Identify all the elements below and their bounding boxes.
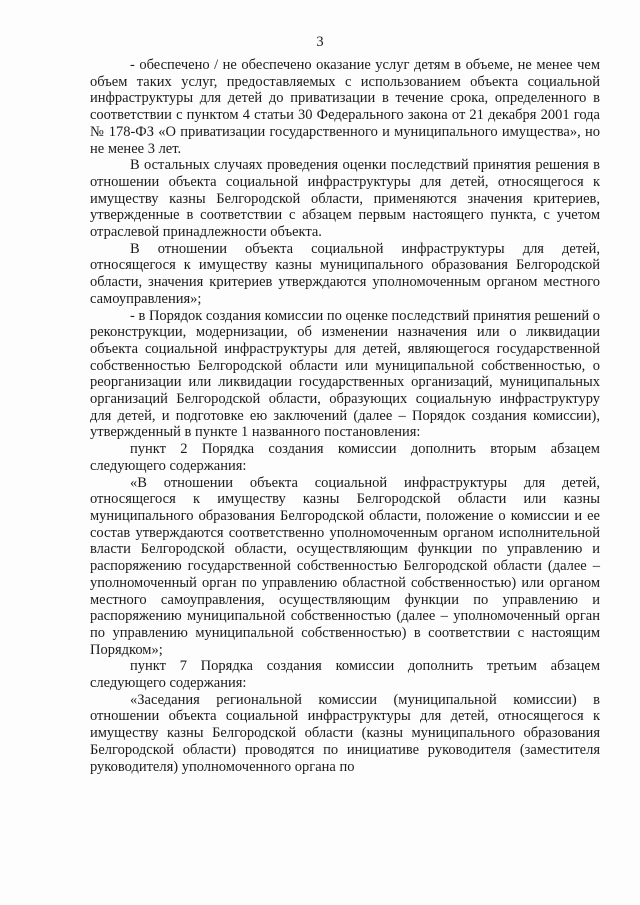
page-number: 3 bbox=[316, 34, 324, 50]
paragraph: пункт 2 Порядка создания комиссии дополнить вторым абзацем следующего содержания: bbox=[90, 441, 600, 474]
paragraph: - в Порядок создания комиссии по оценке последствий принятия решений о реконструкции, модернизации, об изменении назначения или о ликвидации объекта социальной инфраструктуры для детей, являющегося государственной собственностью Белгородской области или муниципальной собственностью, о реорганизации или ликвидации государственных организаций, муниципальных организаций Белгородской области, образующих социальную инфраструктуру для детей, и подготовке ею заключений (далее – Порядок создания комиссии), утвержденный в пункте 1 названного постановления: bbox=[90, 307, 600, 441]
paragraph: «В отношении объекта социальной инфраструктуры для детей, относящегося к имуществу казны Белгородской области или казны муниципального образования Белгородской области, положение о комиссии и ее состав утверждаются соответственно уполномоченным органом исполнительной власти Белгородской области, осуществляющим функции по управлению и распоряжению государственной собственностью Белгородской области (далее – уполномоченный орган по управлению областной собственностью) или органом местного самоуправления, осуществляющим функции по управлению и распоряжению муниципальной собственностью (далее – уполномоченный орган по управлению муниципальной собственностью) в соответствии с настоящим Порядком»; bbox=[90, 474, 600, 658]
paragraph: В остальных случаях проведения оценки последствий принятия решения в отношении объекта социальной инфраструктуры для детей, относящегося к имуществу казны Белгородской области, применяются значения критериев, утвержденные в соответствии с абзацем первым настоящего пункта, с учетом отраслевой принадлежности объекта. bbox=[90, 157, 600, 241]
paragraph: «Заседания региональной комиссии (муниципальной комиссии) в отношении объекта социальной инфраструктуры для детей, относящегося к имуществу казны Белгородской области (казны муниципального образования Белгородской области) проводятся по инициативе руководителя (заместителя руководителя) уполномоченного органа по bbox=[90, 691, 600, 775]
paragraph: В отношении объекта социальной инфраструктуры для детей, относящегося к имуществу казны муниципального образования Белгородской области, значения критериев утверждаются уполномоченным органом местного самоуправления»; bbox=[90, 240, 600, 307]
document-body bbox=[90, 57, 600, 775]
paragraph: - обеспечено / не обеспечено оказание услуг детям в объеме, не менее чем объем таких услуг, предоставляемых с использованием объекта социальной инфраструктуры для детей до приватизации в течение срока, определенного в соответствии с пунктом 4 статьи 30 Федерального закона от 21 декабря 2001 года № 178-ФЗ «О приватизации государственного и муниципального имущества», но не менее 3 лет. bbox=[90, 57, 600, 157]
paragraph: пункт 7 Порядка создания комиссии дополнить третьим абзацем следующего содержания: bbox=[90, 658, 600, 692]
